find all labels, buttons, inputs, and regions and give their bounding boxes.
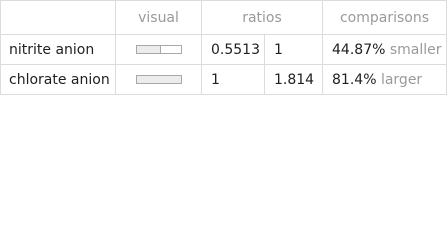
visual-cell [116,35,202,65]
ratio-value-a: 0.5513 [202,35,265,65]
comparison-cell [323,65,447,95]
ratio-value-b: 1.814 [265,65,323,95]
comparison-table [0,0,447,95]
table-row-chlorate [1,65,447,95]
row-label: nitrite anion [1,35,116,65]
ratio-bar [136,45,182,54]
comparison-value: 44.87% [332,41,386,58]
row-label: chlorate anion [1,65,116,95]
comparisons-header: comparisons [323,1,447,35]
table-row-nitrite [1,35,447,65]
visual-cell [116,65,202,95]
comparison-word: smaller [389,41,442,58]
ratio-bar-fill [137,76,181,83]
ratio-bar-fill [137,46,161,53]
corner-header [1,1,116,35]
ratio-value-a: 1 [202,65,265,95]
comparison-cell [323,35,447,65]
header-row [1,1,447,35]
visual-header: visual [116,1,202,35]
ratio-bar [136,75,182,84]
comparison-word: larger [380,71,423,88]
ratio-value-b: 1 [265,35,323,65]
ratios-header: ratios [202,1,323,35]
comparison-table-container [0,0,446,94]
comparison-value: 81.4% [332,71,377,88]
